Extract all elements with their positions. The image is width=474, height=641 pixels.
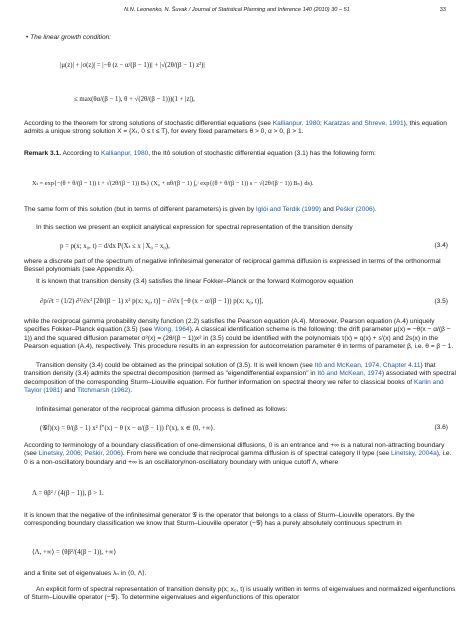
- citation-link[interactable]: Kallianpur, 1980: [272, 120, 321, 127]
- citation-link[interactable]: Linetsky, 2004a: [391, 450, 437, 458]
- paragraph-discrete-spectrum: where a discrete part of the spectrum of negative infinitesimal generator of reciprocal gamma diffusion is expressed in terms of the orthonormal Bessel polynomials (see Appendix A).: [24, 258, 441, 274]
- citation-link[interactable]: Linetsky, 2006: [38, 450, 81, 458]
- text-segment: ). A classical identification scheme is the following: the drift parameter μ(x) = −θ(x − α/(β − 1)) and the squared diffusion parameter σ²(x) = (2θ/(β − 1))x² in (3.5) could be identified with the polynomials τ(x) = q(x) + s′(x) and 2s(x) in the Pearson equation (A.4), respectively. This procedure results in an expression for autocorrelation parameter θ in terms of parameter β, i.e. θ = β − 1.: [24, 326, 454, 351]
- equation-3-4: p = p(x; x₀, t) = d/dx P(Xₜ ≤ x | X₀ = x₀),: [60, 243, 170, 250]
- citation-link[interactable]: Karatzas and Shreve, 1991: [323, 120, 404, 127]
- citation-link[interactable]: Itô and McKean, 1974, Chapter 4.11: [314, 362, 421, 369]
- equation-continuous-spectrum: ⟨Λ, +∞⟩ = ⟨θβ²/(4(β − 1)), +∞⟩: [32, 549, 117, 556]
- text-segment: .: [374, 206, 377, 213]
- text-segment: According to: [61, 150, 101, 157]
- text-segment: According to terminology of a boundary classification of one-dimensional diffusions, 0 is an entrance and +∞ is a natural non-attracting boundary (see: [24, 442, 445, 458]
- paragraph-strong-solution: [24, 120, 456, 137]
- paragraph-explicit-form: An explicit form of spectral representation of transition density p(x; x₀, t) is usually written in terms of eigenvalues and normalized eigenfunctions of Sturm–Liouville operator (−𝒢). To determine eigenvalues and eigenfunctions of this operator: [24, 586, 456, 602]
- running-header: [0, 6, 474, 18]
- citation-link[interactable]: Titchmarsh (1962): [77, 387, 131, 395]
- equation-growth-line2: ≤ max(θα/(β − 1), θ + √(2θ/(β − 1)))(1 + |z|),: [74, 96, 195, 103]
- paragraph-infinitesimal-generator: Infinitesimal generator of the reciprocal gamma diffusion process is defined as follows:: [36, 406, 288, 413]
- text-segment: The same form of this solution (but in terms of different parameters) is given by: [24, 206, 256, 213]
- bullet-text: The linear growth condition:: [30, 34, 112, 41]
- remark-3-1: [24, 150, 456, 158]
- paragraph-finite-eigenvalues: and a finite set of eigenvalues λₙ in ⟨0, Λ⟩.: [24, 570, 147, 577]
- citation-link[interactable]: Wong, 1964: [154, 326, 190, 334]
- page-number: 33: [439, 7, 446, 13]
- text-segment: ;: [80, 450, 85, 458]
- equation-number-3-5: (3.5): [434, 298, 448, 305]
- citation-link[interactable]: Iglói and Terdik (1999): [255, 206, 321, 213]
- text-segment: ), i.e. 0 is a non-oscillatory boundary and +∞ is an oscillatory/non-oscillatory boundary with unique cutoff Λ, where: [24, 450, 452, 466]
- text-segment: According to the theorem for strong solutions of stochastic differential equations (see: [24, 120, 273, 127]
- citation-link[interactable]: Itô and McKean, 1974: [317, 370, 382, 378]
- paragraph-sturm-liouville: It is known that the negative of the infinitesimal generator 𝒢 is the operator that belongs to a class of Sturm–Liouville operators. By the corresponding boundary classification we know that Sturm–Liouville operator (−𝒢) has a purely absolutely continuous spectrum in: [24, 512, 415, 528]
- citation-link[interactable]: Peškir (2006): [335, 206, 375, 213]
- equation-ito-solution: Xₜ = exp{−(θ + θ/(β − 1)) t + √(2θ/(β − 1)) Bₜ} (X₀ + αθ/(β − 1) ∫₀ᵗ exp{(θ + θ/(β − 1)) s − √(2θ/(β − 1)) Bₛ} ds).: [32, 180, 314, 187]
- equation-number-3-4: (3.4): [434, 242, 448, 249]
- paragraph-transition-density: [24, 362, 456, 396]
- remark-label: Remark 3.1.: [24, 150, 62, 157]
- text-segment: and: [320, 206, 336, 213]
- running-title: N.N. Leonenko, N. Šuvak / Journal of Statistical Planning and Inference 140 (2010) 30 – 51: [124, 7, 350, 13]
- text-segment: ) associated with spectral decomposition of the corresponding Sturm–Liouville equation. For further information on spectral theory we refer to classical books of: [24, 370, 456, 386]
- bullet-item: [26, 34, 111, 41]
- paragraph-section-intro: In this section we present an explicit analytical expression for spectral representation of the transition density: [36, 224, 353, 231]
- text-segment: and: [62, 387, 78, 395]
- bullet-glyph: •: [26, 34, 31, 41]
- equation-cutoff: Λ = θβ² / (4(β − 1)), β > 1.: [32, 490, 104, 497]
- text-segment: ) that transition density (3.4) admits the spectral decomposition (termed as "eigendifferential expansion" in: [24, 362, 436, 378]
- text-segment: ). From here we conclude that reciprocal gamma diffusion is of spectral category II type (see: [120, 450, 392, 458]
- citation-link[interactable]: Kallianpur, 1980: [100, 150, 149, 157]
- equation-3-6: (𝒢f)(x) = θ/(β − 1) x² f″(x) − θ (x − α/(β − 1)) f′(x), x ∈ ⟨0, +∞⟩.: [40, 425, 215, 432]
- paragraph-pearson: [24, 318, 456, 352]
- equation-3-5: ∂p/∂t = (1/2) ∂²/∂x² [2θ/(β − 1) x² p(x; x₀, t)] − ∂/∂x [−θ (x − α/(β − 1)) p(x; x₀, t)],: [40, 298, 264, 305]
- text-segment: Transition density (3.4) could be obtained as the principal solution of (3.5). It is well known (see: [36, 362, 315, 369]
- text-segment: ;: [320, 120, 324, 127]
- citation-link[interactable]: Peškir, 2006: [84, 450, 121, 458]
- paragraph-fokker-planck: It is known that transition density (3.4) satisfies the linear Fokker–Planck or the forward Kolmogorov equation: [36, 278, 354, 285]
- text-segment: , the Itô solution of stochastic differential equation (3.1) has the following form:: [148, 150, 376, 157]
- text-segment: while the reciprocal gamma probability density function (2.2) satisfies the Pearson equation (A.4). Moreover, Pearson equation (A.4) uniquely specifies Fokker–Planck equation (3.5) (see: [24, 318, 435, 334]
- text-segment: .: [130, 387, 133, 395]
- equation-number-3-6: (3.6): [434, 424, 448, 431]
- paragraph-same-form: [24, 206, 456, 214]
- citation-link[interactable]: Karlin and Taylor (1981): [24, 378, 444, 395]
- paragraph-boundary-classification: [24, 442, 456, 467]
- text-segment: ), this equation admits a unique strong solution X = {Xₜ, 0 ≤ t ≤ T}, for every fixed parameters θ > 0, α > 0, β > 1.: [24, 120, 447, 136]
- equation-growth-line1: |μ(z)| + |σ(z)| = |−θ (z − α/(β − 1))| + |√(2θ/(β − 1) z²)|: [60, 62, 205, 69]
